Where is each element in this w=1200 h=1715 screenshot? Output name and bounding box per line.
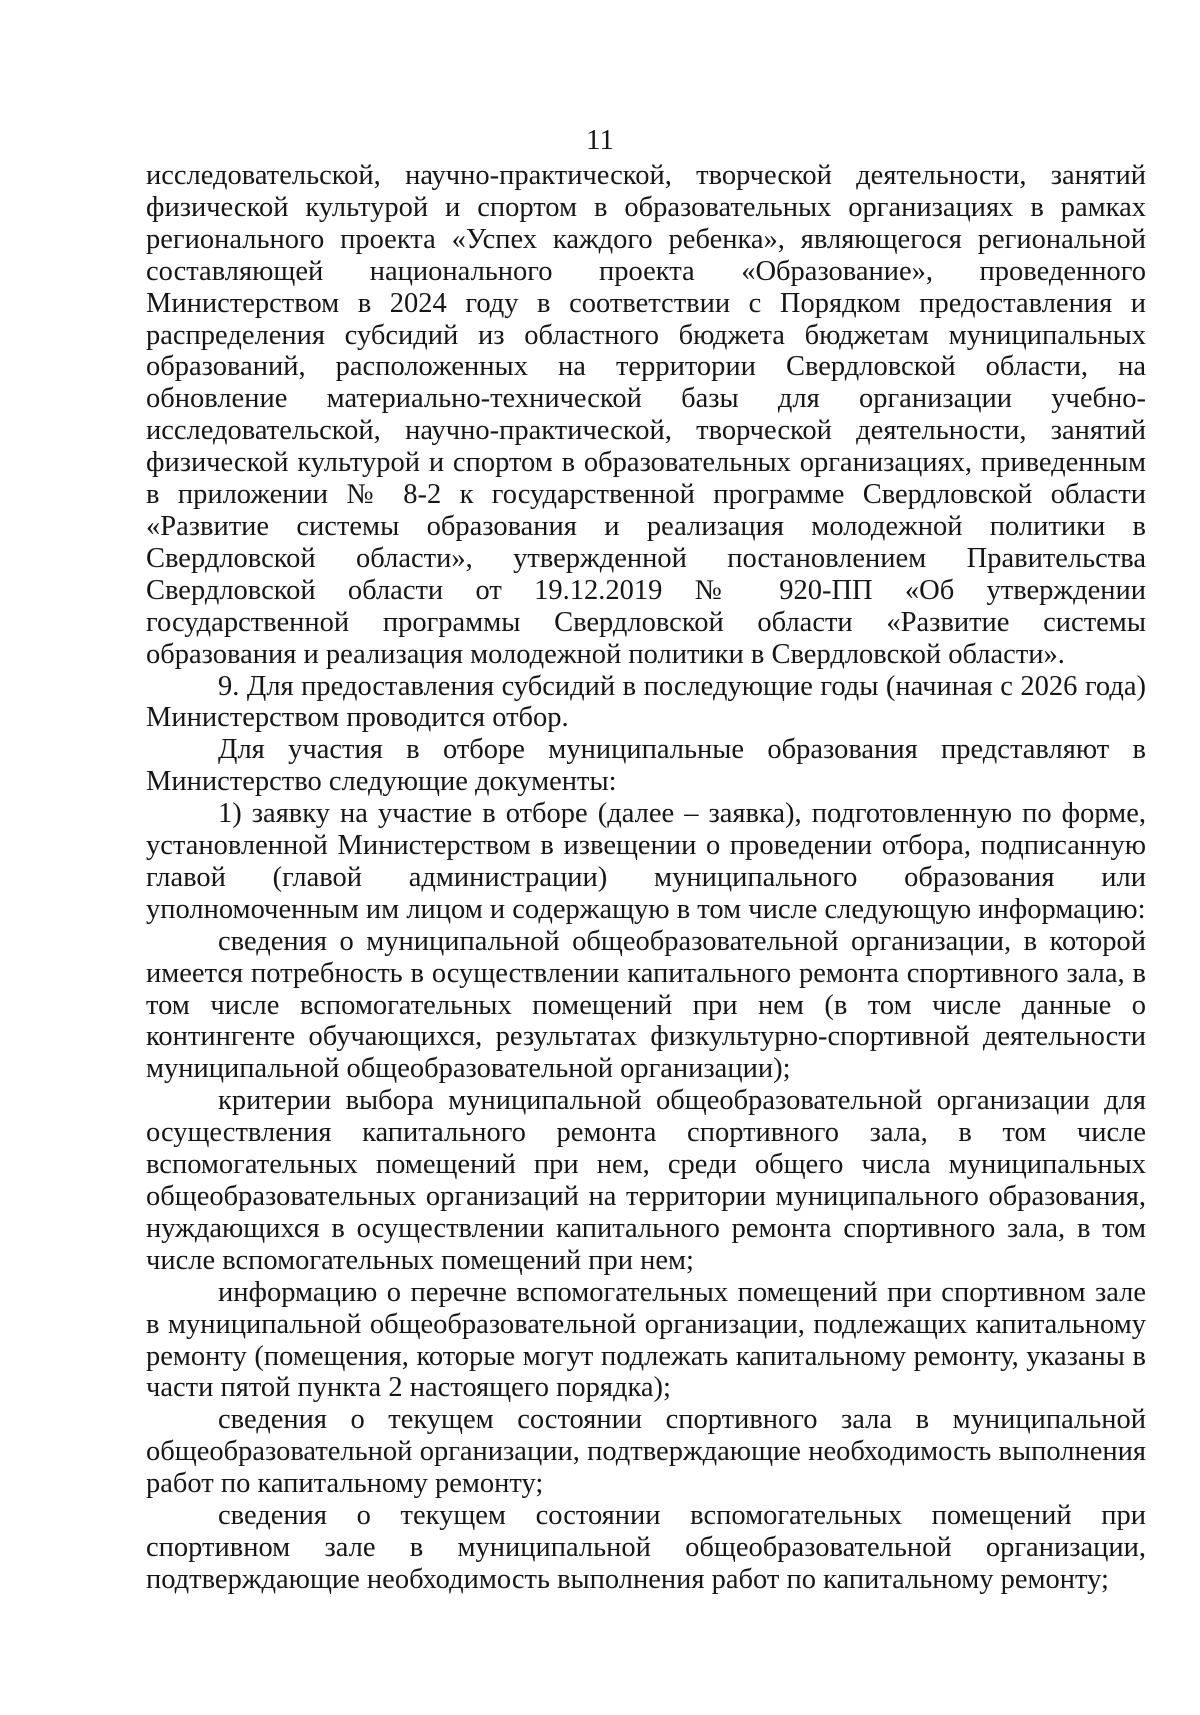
document-body — [146, 160, 1146, 1596]
paragraph-continuation: исследовательской, научно-практической, творческой деятельности, занятий физической культурой и спортом в образовательных организациях в рамках регионального проекта «Успех каждого ребенка», являющегося региональной составляющей национального проекта «Образование», проведенного Министерством в 2024 году в соответствии с Порядком предоставления и распределения субсидий из областного бюджета бюджетам муниципальных образований, расположенных на территории Свердловской области, на обновление материально-технической базы для организации учебно-исследовательской, научно-практической, творческой деятельности, занятий физической культурой и спортом в образовательных организациях, приведенным в приложении № 8-2 к государственной программе Свердловской области «Развитие системы образования и реализация молодежной политики в Свердловской области», утвержденной постановлением Правительства Свердловской области от 19.12.2019 № 920-ПП «Об утверждении государственной программы Свердловской области «Развитие системы образования и реализация молодежной политики в Свердловской области». — [146, 160, 1146, 670]
page-number: 11 — [586, 124, 614, 156]
paragraph-item-9: 9. Для предоставления субсидий в последующие годы (начиная с 2026 года) Министерством проводится отбор. — [146, 670, 1146, 734]
paragraph-auxiliary-rooms: информацию о перечне вспомогательных помещений при спортивном зале в муниципальной общеобразовательной организации, подлежащих капитальному ремонту (помещения, которые могут подлежать капитальному ремонту, указаны в части пятой пункта 2 настоящего порядка); — [146, 1276, 1146, 1404]
paragraph-documents-intro: Для участия в отборе муниципальные образования представляют в Министерство следующие документы: — [146, 734, 1146, 798]
paragraph-hall-condition: сведения о текущем состоянии спортивного зала в муниципальной общеобразовательной организации, подтверждающие необходимость выполнения работ по капитальному ремонту; — [146, 1404, 1146, 1500]
paragraph-subitem-1: 1) заявку на участие в отборе (далее – заявка), подготовленную по форме, установленной Министерством в извещении о проведении отбора, подписанную главой (главой администрации) муниципального образования или уполномоченным им лицом и содержащую в том числе следующую информацию: — [146, 798, 1146, 925]
paragraph-selection-criteria: критерии выбора муниципальной общеобразовательной организации для осуществления капитального ремонта спортивного зала, в том числе вспомогательных помещений при нем, среди общего числа муниципальных общеобразовательных организаций на территории муниципального образования, нуждающихся в осуществлении капитального ремонта спортивного зала, в том числе вспомогательных помещений при нем; — [146, 1085, 1146, 1276]
paragraph-school-info: сведения о муниципальной общеобразовательной организации, в которой имеется потребность в осуществлении капитального ремонта спортивного зала, в том числе вспомогательных помещений при нем (в том числе данные о контингенте обучающихся, результатах физкультурно-спортивной деятельности муниципальной общеобразовательной организации); — [146, 925, 1146, 1085]
paragraph-auxiliary-condition: сведения о текущем состоянии вспомогательных помещений при спортивном зале в муниципальной общеобразовательной организации, подтверждающие необходимость выполнения работ по капитальному ремонту; — [146, 1500, 1146, 1595]
